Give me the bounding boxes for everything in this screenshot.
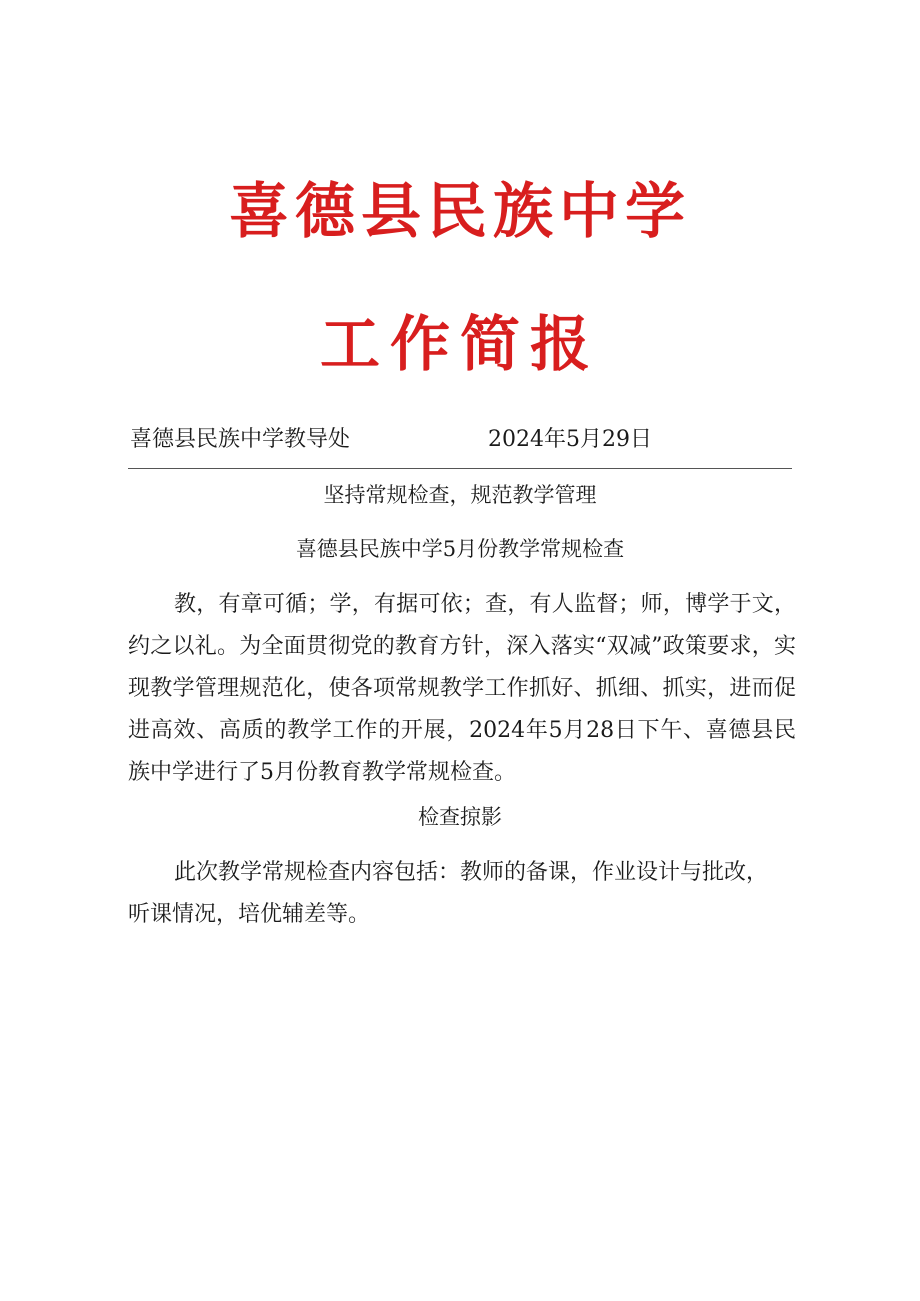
intro-paragraph: 教，有章可循；学，有据可依；查，有人监督；师，博学于文，约之以礼。为全面贯彻党的教育方针，深入落实“双减”政策要求，实现教学管理规范化，使各项常规教学工作抓好、抓细、抓实，进而促进高效、高质的教学工作的开展，2024年5月28日下午、喜德县民族中学进行了5月份教育教学常规检查。: [128, 592, 796, 785]
header-divider: [128, 468, 792, 469]
article-subheadline: 喜德县民族中学5月份教学常规检查: [295, 537, 625, 561]
issuer-department: 喜德县民族中学教导处: [130, 427, 351, 452]
article-headline: 坚持常规检查，规范教学管理: [323, 483, 597, 507]
issue-info-line: [130, 424, 730, 456]
section-paragraph: 此次教学常规检查内容包括：教师的备课，作业设计与批改，听课情况，培优辅差等。: [128, 860, 769, 927]
masthead-school-name: 喜德县民族中学: [229, 177, 691, 247]
issue-date: 2024年5月29日: [488, 427, 652, 452]
section-title: 检查掠影: [418, 805, 502, 829]
masthead-bulletin-title: 工作简报: [320, 310, 600, 380]
